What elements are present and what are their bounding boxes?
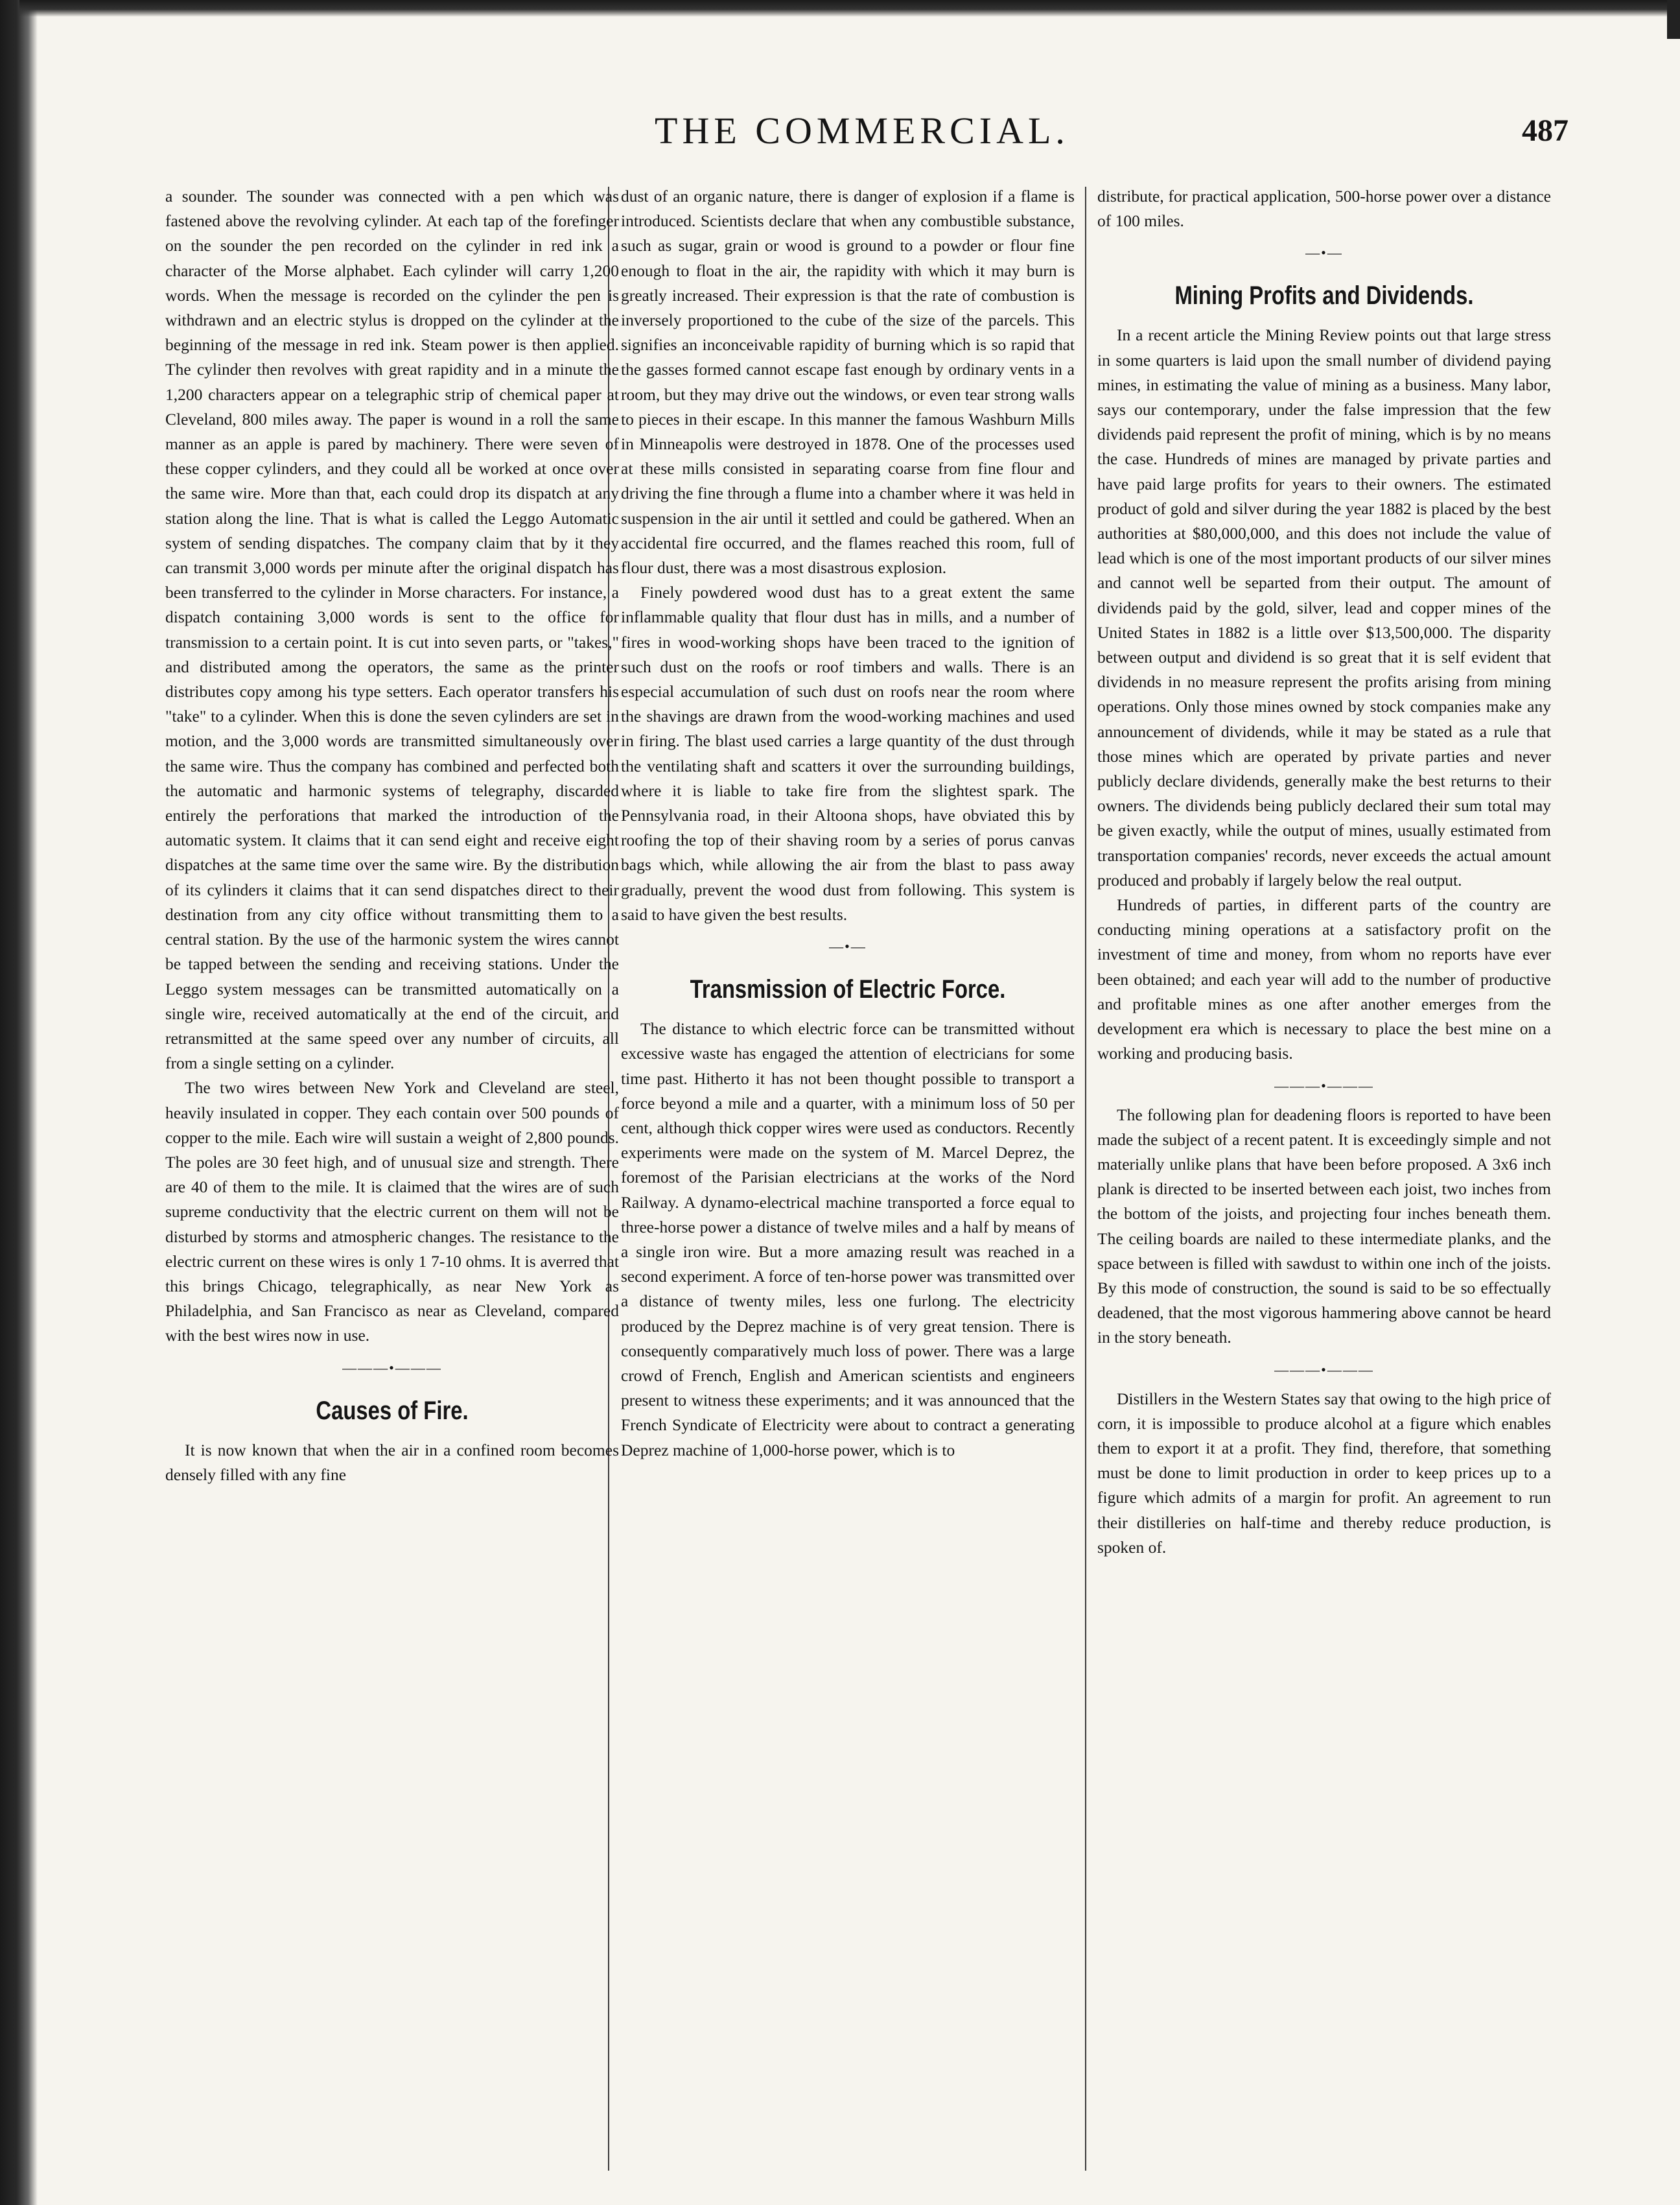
article-electric-force-continued: distribute, for practical application, 500-horse power over a distance of 100 miles. <box>1097 187 1551 231</box>
article-telegraph-continued: a sounder. The sounder was connected with a pen which was fastened above the revolving cylinder. At each tap of the forefinger on the sounder the pen recorded on the cylinder in red ink a character of the Morse alphabet. Each cylinder will carry 1,200 words. When the message is recorded on the cylinder the pen is withdrawn and an electric stylus is dropped on the cylinder at the beginning of the message in red ink. Steam power is then applied. The cylinder then revolves with great rapidity and in a minute the 1,200 characters appear on a telegraphic strip of chemical paper at Cleveland, 800 miles away. The paper is wound in a roll the same manner as an apple is pared by machinery. There were seven of these copper cylinders, and they could all be worked at once over the same wire. More than that, each could drop its dispatch at any station along the line. That is what is called the Leggo Automatic system of sending dispatches. The company claim that by it they can transmit 3,000 words per minute after the original dispatch has been transferred to the cylinder in Morse characters. For instance, a dispatch containing 3,000 words is sent to the office for transmission to a certain point. It is cut into seven parts, or "takes," and distributed among the operators, the same as the printer distributes copy among his type setters. Each operator transfers his "take" to a cylinder. When this is done the seven cylinders are set in motion, and the 3,000 words are transmitted simultaneously over the same wire. Thus the company has combined and perfected both the automatic and harmonic systems of telegraphy, discarded entirely the perforations that marked the introduction of the automatic system. It claims that it can send eight and receive eight dispatches at the same time over the same wire. By the distribution of its cylinders it claims that it can send dispatches direct to their destination from any city office without transmitting them to a central station. By the use of the harmonic system the wires cannot be tapped between the sending and receiving stations. Under the Leggo system messages can be transmitted automatically on a single wire, received automatically at the end of the circuit, and retransmitted at the same speed over any number of circuits, all from a single setting on a cylinder. <box>165 187 619 1073</box>
article-mining-profits: In a recent article the Mining Review points out that large stress in some quarters is laid upon the small number of dividend paying mines, in estimating the value of mining as a business. Many labor, says our contemporary, under the false impression that the few dividends paid represent the profit of mining, which is by no means the case. Hundreds of mines are managed by private parties and have paid large profits for years to their owners. The estimated product of gold and silver during the year 1882 is placed by the best authorities at $80,000,000, and this does not include the value of lead which is one of the most important products of our silver mines and cannot well be separted from their output. The amount of dividends paid by the gold, silver, lead and copper mines of the United States in 1882 is a little over $13,500,000. The disparity between output and dividend is so great that it is self evident that dividends in no measure represent the profits arising from mining operations. Only those mines owned by stock companies make any announcement of dividends, while it may be stated as a rule that those mines which are operated by private parties and never publicly declare dividends, generally make the best returns to their owners. The dividends being publicly declared their sum total may be given exactly, while the output of mines, usually estimated from transportation companies' records, never exceeds the actual amount produced and probably if largely below the real output. <box>1097 325 1551 890</box>
page-header <box>169 109 1569 161</box>
column-3 <box>1097 184 1551 2187</box>
article-causes-of-fire: It is now known that when the air in a confined room becomes densely filled with any fine <box>165 1440 619 1484</box>
heading-causes-of-fire: Causes of Fire. <box>316 1396 469 1425</box>
column-1 <box>165 184 619 2187</box>
scan-edge-left <box>0 0 38 2205</box>
section-divider: ———•——— <box>1274 1361 1374 1378</box>
column-2 <box>621 184 1075 2187</box>
article-distillers: Distillers in the Western States say that owing to the high price of corn, it is impossible to produce alcohol at a figure which enables them to export it at a profit. They find, therefore, that something must be done to limit production in order to keep prices up to a figure which admits of a margin for profit. An agreement to run their distilleries on half-time and thereby reduce production, is spoken of. <box>1097 1389 1551 1557</box>
section-divider: ———•——— <box>1274 1077 1374 1094</box>
masthead-title: THE COMMERCIAL. <box>655 110 1069 152</box>
scan-edge-top <box>19 0 1680 17</box>
section-divider: —•— <box>829 938 867 955</box>
scan-edge-right <box>1667 0 1680 39</box>
article-telegraph-wires: The two wires between New York and Cleveland are steel, heavily insulated in copper. They each contain over 500 pounds of copper to the mile. Each wire will sustain a weight of 2,800 pounds. The poles are 30 feet high, and of unusual size and strength. There are 40 of them to the mile. It is claimed that the wires are of such supreme conductivity that the electric current on them will not be disturbed by storms and atmospheric changes. The resistance to the electric current on these wires is only 1 7-10 ohms. It is averred that this brings Chicago, telegraphically, as near New York as Philadelphia, and San Francisco as near as Cleveland, compared with the best wires now in use. <box>165 1078 619 1345</box>
article-mining-parties: Hundreds of parties, in different parts of the country are conducting mining operations at a satisfactory profit on the investment of time and money, from whom no reports have ever been obtained; and each year will add to the number of productive and profitable mines as one after another emerges from the development era which is necessary to place the best mine on a working and producing basis. <box>1097 895 1551 1063</box>
article-deadening-floors: The following plan for deadening floors is reported to have been made the subject of a recent patent. It is exceedingly simple and not materially unlike plans that have been before proposed. A 3x6 inch plank is directed to be inserted between each joist, two inches from the bottom of the joists, and projecting four inches beneath them. The ceiling boards are nailed to these intermediate planks, and the space between is filled with sawdust to within one inch of the joists. By this mode of construction, the sound is said to be so effectually deadened, that the most vigorous hammering above cannot be heard in the story beneath. <box>1097 1105 1551 1347</box>
article-electric-force: The distance to which electric force can be transmitted without excessive waste has engaged the attention of electricians for some time past. Hitherto it has not been thought possible to transport a force beyond a mile and a quarter, with a minimum loss of 50 per cent, although thick copper wires were used as conductors. Recently experiments were made on the system of M. Marcel Deprez, the foremost of the Parisian electricians at the works of the Nord Railway. A dynamo-electrical machine transported a force equal to three-horse power a distance of twelve miles and a half by means of a single iron wire. But a more amazing result was reached in a second experiment. A force of ten-horse power was transmitted over a distance of twenty miles, less one furlong. The electricity produced by the Deprez machine is of very great tension. There is consequently comparatively much loss of power. There was a large crowd of French, English and American scientists and engineers present to witness these experiments; and it was announced that the French Syndicate of Electricity were about to contract a generating Deprez machine of 1,000-horse power, which is to <box>621 1019 1075 1459</box>
article-causes-of-fire-continued: dust of an organic nature, there is danger of explosion if a flame is introduced. Scientists declare that when any combustible substance, such as sugar, grain or wood is ground to a powder or flour fine enough to float in the air, the rapidity with which it may burn is greatly increased. Their expression is that the rate of combustion is inversely proportioned to the cube of the size of the parcels. This signifies an inconceivable rapidity of burning which is so rapid that the gasses formed cannot escape fast enough by ordinary vents in a room, but they may drive out the windows, or even tear strong walls to pieces in their escape. In this manner the famous Washburn Mills in Minneapolis were destroyed in 1878. One of the processes used at these mills consisted in separating coarse from fine flour and driving the fine through a flume into a chamber where it was held in suspension in the air until it settled and could be gathered. When an accidental fire occurred, and the flames reached this room, full of flour dust, there was a most disastrous explosion. <box>621 187 1075 578</box>
section-divider: ———•——— <box>342 1359 442 1376</box>
heading-mining-profits-and-dividends: Mining Profits and Dividends. <box>1174 281 1474 311</box>
section-divider: —•— <box>1305 244 1343 261</box>
column-rule-2 <box>1085 187 1086 2171</box>
heading-transmission-of-electric-force: Transmission of Electric Force. <box>690 975 1006 1004</box>
article-wood-dust: Finely powdered wood dust has to a great extent the same inflammable quality that flour dust has in mills, and a number of fires in wood-working shops have been traced to the ignition of such dust on the roofs or roof timbers and walls. There is an especial accumulation of such dust on roofs near the room where the shavings are drawn from the wood-working machines and used in firing. The blast used carries a large quantity of the dust through the ventilating shaft and scatters it over the surrounding buildings, where it is liable to take fire from the slightest spark. The Pennsylvania road, in their Altoona shops, have obviated this by roofing the top of their shaving room by a series of porus canvas bags which, while allowing the air from the blast to pass away gradually, prevent the wood dust from following. This system is said to have given the best results. <box>621 583 1075 924</box>
page-number: 487 <box>1522 113 1569 148</box>
